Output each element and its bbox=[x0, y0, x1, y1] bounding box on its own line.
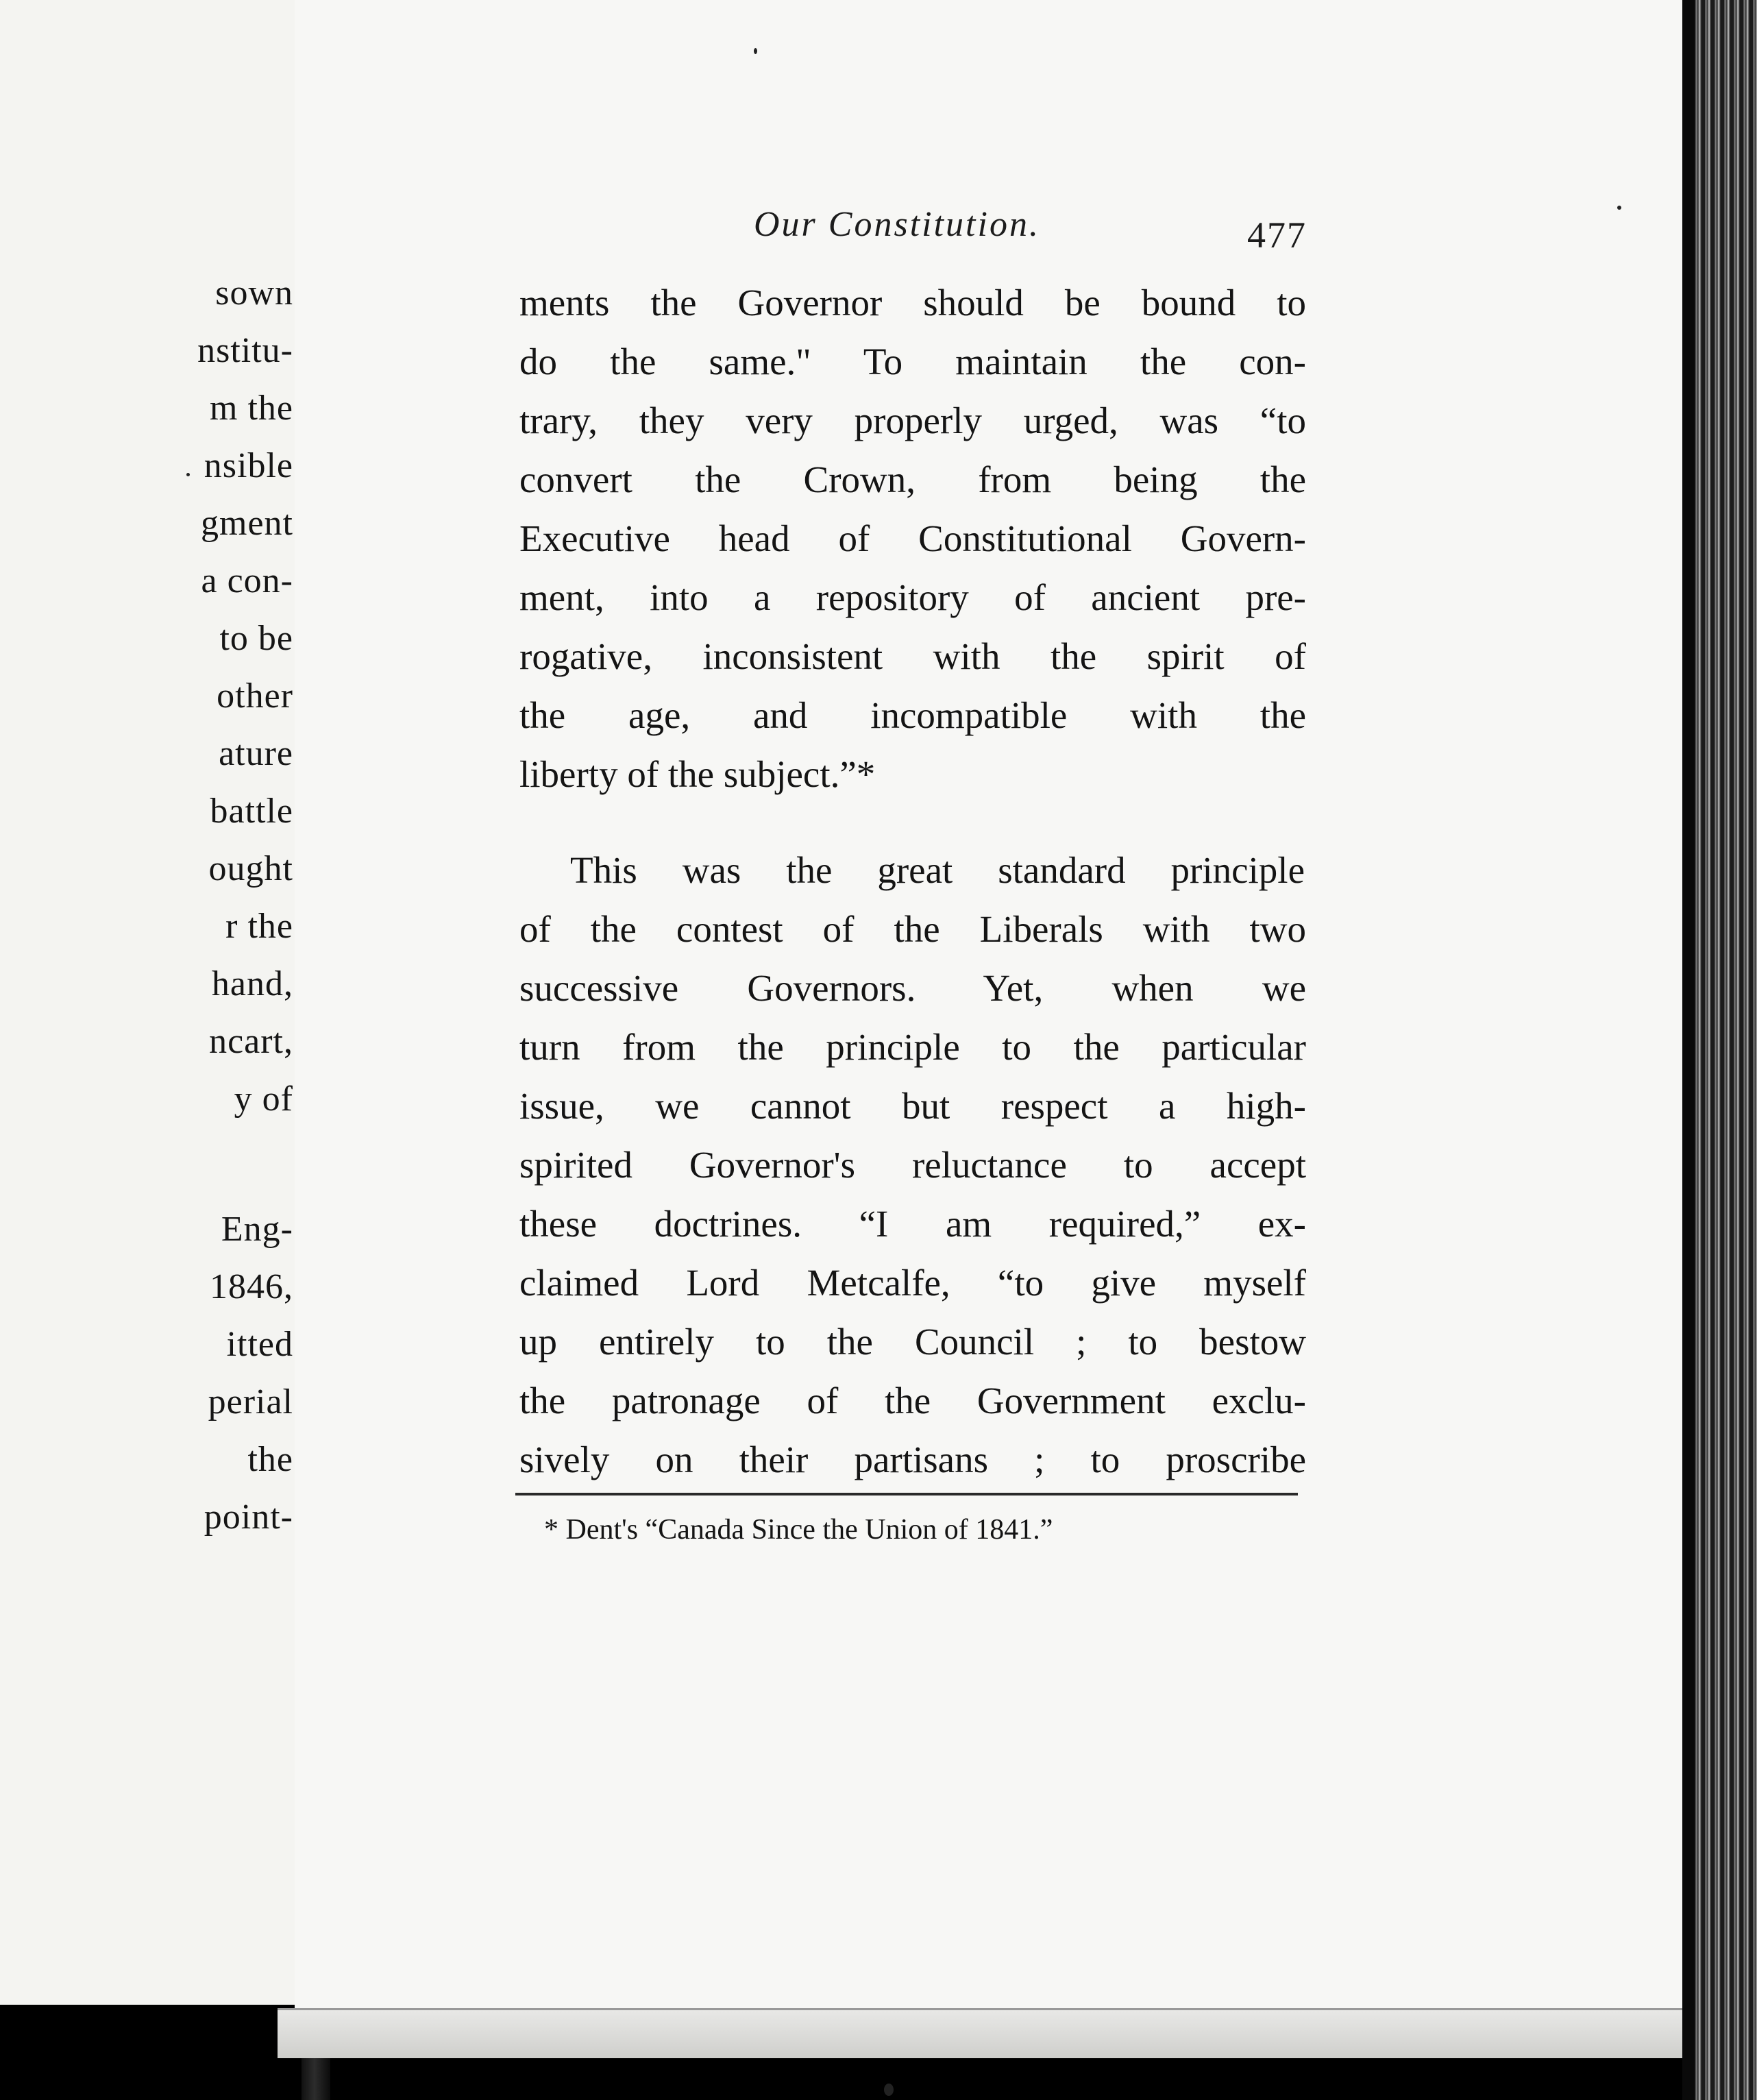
left-page-line: 1846, bbox=[210, 1267, 293, 1306]
left-page-line: the bbox=[247, 1440, 293, 1479]
body-line: claimed Lord Metcalfe, “to give myself bbox=[519, 1262, 1306, 1304]
body-line: Executive head of Constitutional Govern- bbox=[519, 517, 1306, 559]
body-line: the patronage of the Government exclu- bbox=[519, 1380, 1306, 1421]
left-page-line: Eng- bbox=[221, 1210, 293, 1249]
body-line: up entirely to the Council ; to bestow bbox=[519, 1321, 1306, 1363]
left-page-line: other bbox=[217, 676, 293, 716]
left-page-line: ought bbox=[208, 849, 293, 888]
footnote: * Dent's “Canada Since the Union of 1841.” bbox=[544, 1514, 1053, 1546]
body-line: ments the Governor should be bound to bbox=[519, 282, 1306, 323]
body-line: This was the great standard principle bbox=[570, 849, 1305, 891]
scan-speck bbox=[754, 48, 757, 54]
footnote-rule bbox=[515, 1493, 1298, 1495]
left-page-line: nstitu- bbox=[197, 331, 293, 370]
body-line: these doctrines. “I am required,” ex- bbox=[519, 1203, 1306, 1245]
left-page-line: battle bbox=[210, 792, 293, 831]
body-line: convert the Crown, from being the bbox=[519, 459, 1306, 500]
body-line: do the same." To maintain the con- bbox=[519, 341, 1306, 382]
body-line: of the contest of the Liberals with two bbox=[519, 908, 1306, 950]
left-page-line: to be bbox=[219, 619, 293, 658]
body-line: turn from the principle to the particular bbox=[519, 1026, 1306, 1068]
body-line: successive Governors. Yet, when we bbox=[519, 967, 1306, 1009]
left-page-line: r the bbox=[225, 907, 293, 946]
left-page-line: sown bbox=[215, 273, 293, 313]
left-page-line: y of bbox=[234, 1079, 293, 1119]
left-page-line: gment bbox=[201, 504, 293, 543]
left-page-line: itted bbox=[226, 1325, 293, 1364]
scan-speck bbox=[1617, 206, 1621, 210]
body-line: rogative, inconsistent with the spirit of bbox=[519, 635, 1306, 677]
scan-speck bbox=[884, 2084, 894, 2096]
left-page-fragment bbox=[0, 0, 306, 2005]
running-head: Our Constitution. bbox=[754, 205, 1040, 244]
left-page-line: hand, bbox=[211, 964, 293, 1003]
left-page-line: point- bbox=[204, 1498, 293, 1537]
left-page-line: ncart, bbox=[209, 1022, 293, 1061]
page-edge-shadow bbox=[1682, 0, 1695, 2100]
page-number: 477 bbox=[1247, 215, 1307, 256]
scan-speck bbox=[186, 473, 190, 476]
body-line: sively on their partisans ; to proscribe bbox=[519, 1439, 1306, 1480]
body-line: spirited Governor's reluctance to accept bbox=[519, 1144, 1306, 1186]
body-line: trary, they very properly urged, was “to bbox=[519, 400, 1306, 441]
left-page-line: a con- bbox=[201, 561, 293, 600]
body-line: ment, into a repository of ancient pre- bbox=[519, 576, 1306, 618]
left-page-line: ature bbox=[219, 734, 293, 773]
page-bottom-edge bbox=[278, 2008, 1703, 2058]
left-page-line: m the bbox=[210, 389, 293, 428]
body-line: issue, we cannot but respect a high- bbox=[519, 1085, 1306, 1127]
body-line: liberty of the subject.”* bbox=[519, 753, 876, 795]
left-page-line: nsible bbox=[204, 446, 293, 485]
body-line: the age, and incompatible with the bbox=[519, 694, 1306, 736]
left-page-line: perial bbox=[208, 1382, 293, 1421]
